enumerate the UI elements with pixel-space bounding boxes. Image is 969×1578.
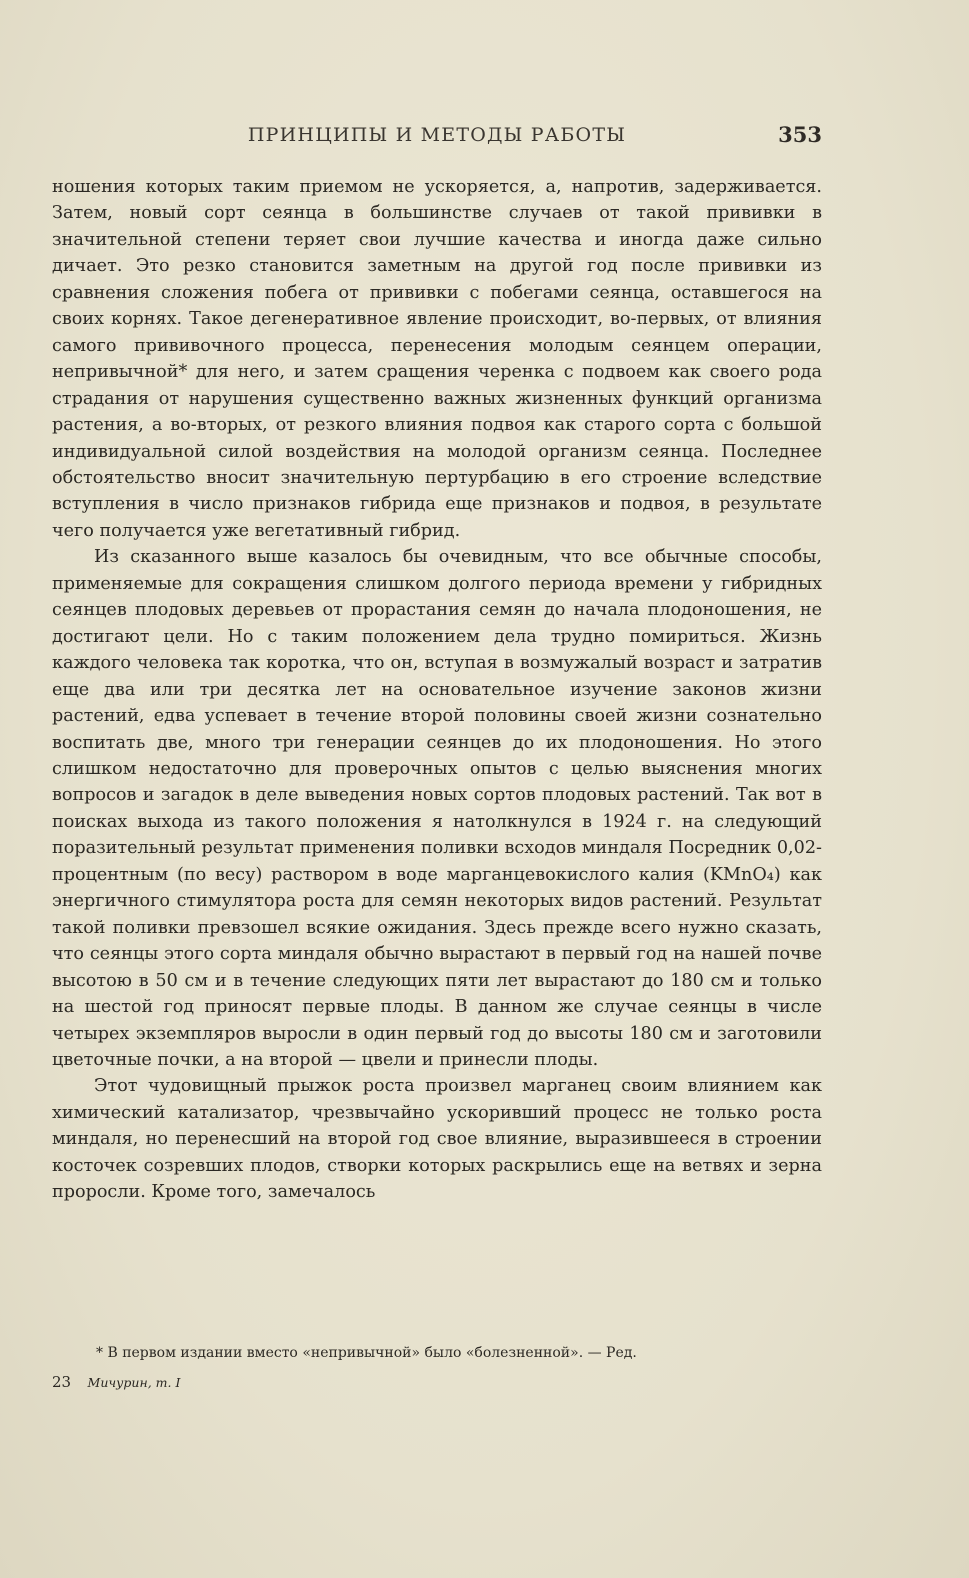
paragraph: Этот чудовищный прыжок роста произвел марганец своим влиянием как химический катализатор, чрезвычайно ускоривший процесс не только роста миндаля, но перенесший на второй год свое влияние, выразившееся в строении косточек созревших плодов, створки которых раскрылись еще на ветвях и зерна проросли. Кроме того, замечалось [52,1076,822,1203]
signature-number: 23 [52,1373,72,1391]
paragraph: Из сказанного выше казалось бы очевидным, что все обычные способы, применяемые для сокращения слишком долгого периода времени у гибридных сеянцев плодовых деревьев от прорастания семян до начала плодоношения, не достигают цели. Но с таким положением дела трудно помириться. Жизнь каждого человека так коротка, что он, вступая в возмужалый возраст и затратив еще два или три десятка лет на основательное изучение законов жизни растений, едва успевает в течение второй половины своей жизни сознательно воспитать две, много три генерации сеянцев до их плодоношения. Но этого слишком недостаточно для проверочных опытов с целью выяснения многих вопросов и загадок в деле выведения новых сортов плодовых растений. Так вот в поисках выхода из такого положения я натолкнулся в 1924 г. на следующий поразительный результат применения поливки всходов миндаля Посредник 0,02-процентным (по весу) раствором в воде марганцевокислого калия (KMnO₄) как энергичного стимулятора роста для семян некоторых видов растений. Результат такой поливки превзошел всякие ожидания. Здесь прежде всего нужно сказать, что сеянцы этого сорта миндаля обычно вырастают в первый год на нашей почве высотою в 50 см и в течение следующих пяти лет вырастают до 180 см и только на шестой год приносят первые плоды. В данном же случае сеянцы в числе четырех экземпляров выросли в один первый год до высоты 180 см и заготовили цветочные почки, а на второй — цвели и принесли плоды. [52,547,822,1070]
running-title: ПРИНЦИПЫ И МЕТОДЫ РАБОТЫ [247,124,627,146]
signature-book-title: Мичурин, т. I [87,1375,181,1390]
body-text [52,174,822,1206]
paragraph-continuation: ношения которых таким приемом не ускоряется, а, напротив, задерживается. Затем, новый сорт сеянца в большинстве случаев от такой прививки в значительной степени теряет свои лучшие качества и иногда даже сильно дичает. Это резко становится заметным на другой год после прививки из сравнения сложения побега от прививки с побегами сеянца, оставшегося на своих корнях. Такое дегенеративное явление происходит, во-первых, от влияния самого прививочного процесса, перенесения молодым сеянцем операции, непривычной* для него, и затем сращения черенка с подвоем как своего рода страдания от нарушения существенно важных жизненных функций организма растения, а во-вторых, от резкого влияния подвоя как старого сорта с большой индивидуальной силой воздействия на молодой организм сеянца. Последнее обстоятельство вносит значительную пертурбацию в его строение вследствие вступления в число признаков гибрида еще признаков и подвоя, в результате чего получается уже вегетативный гибрид. [52,177,822,541]
printer-signature [52,1373,180,1391]
footnote: * В первом издании вместо «непривычной» было «болезненной». — Ред. [96,1345,637,1361]
page-number: 353 [778,122,822,147]
page-header [52,124,822,154]
